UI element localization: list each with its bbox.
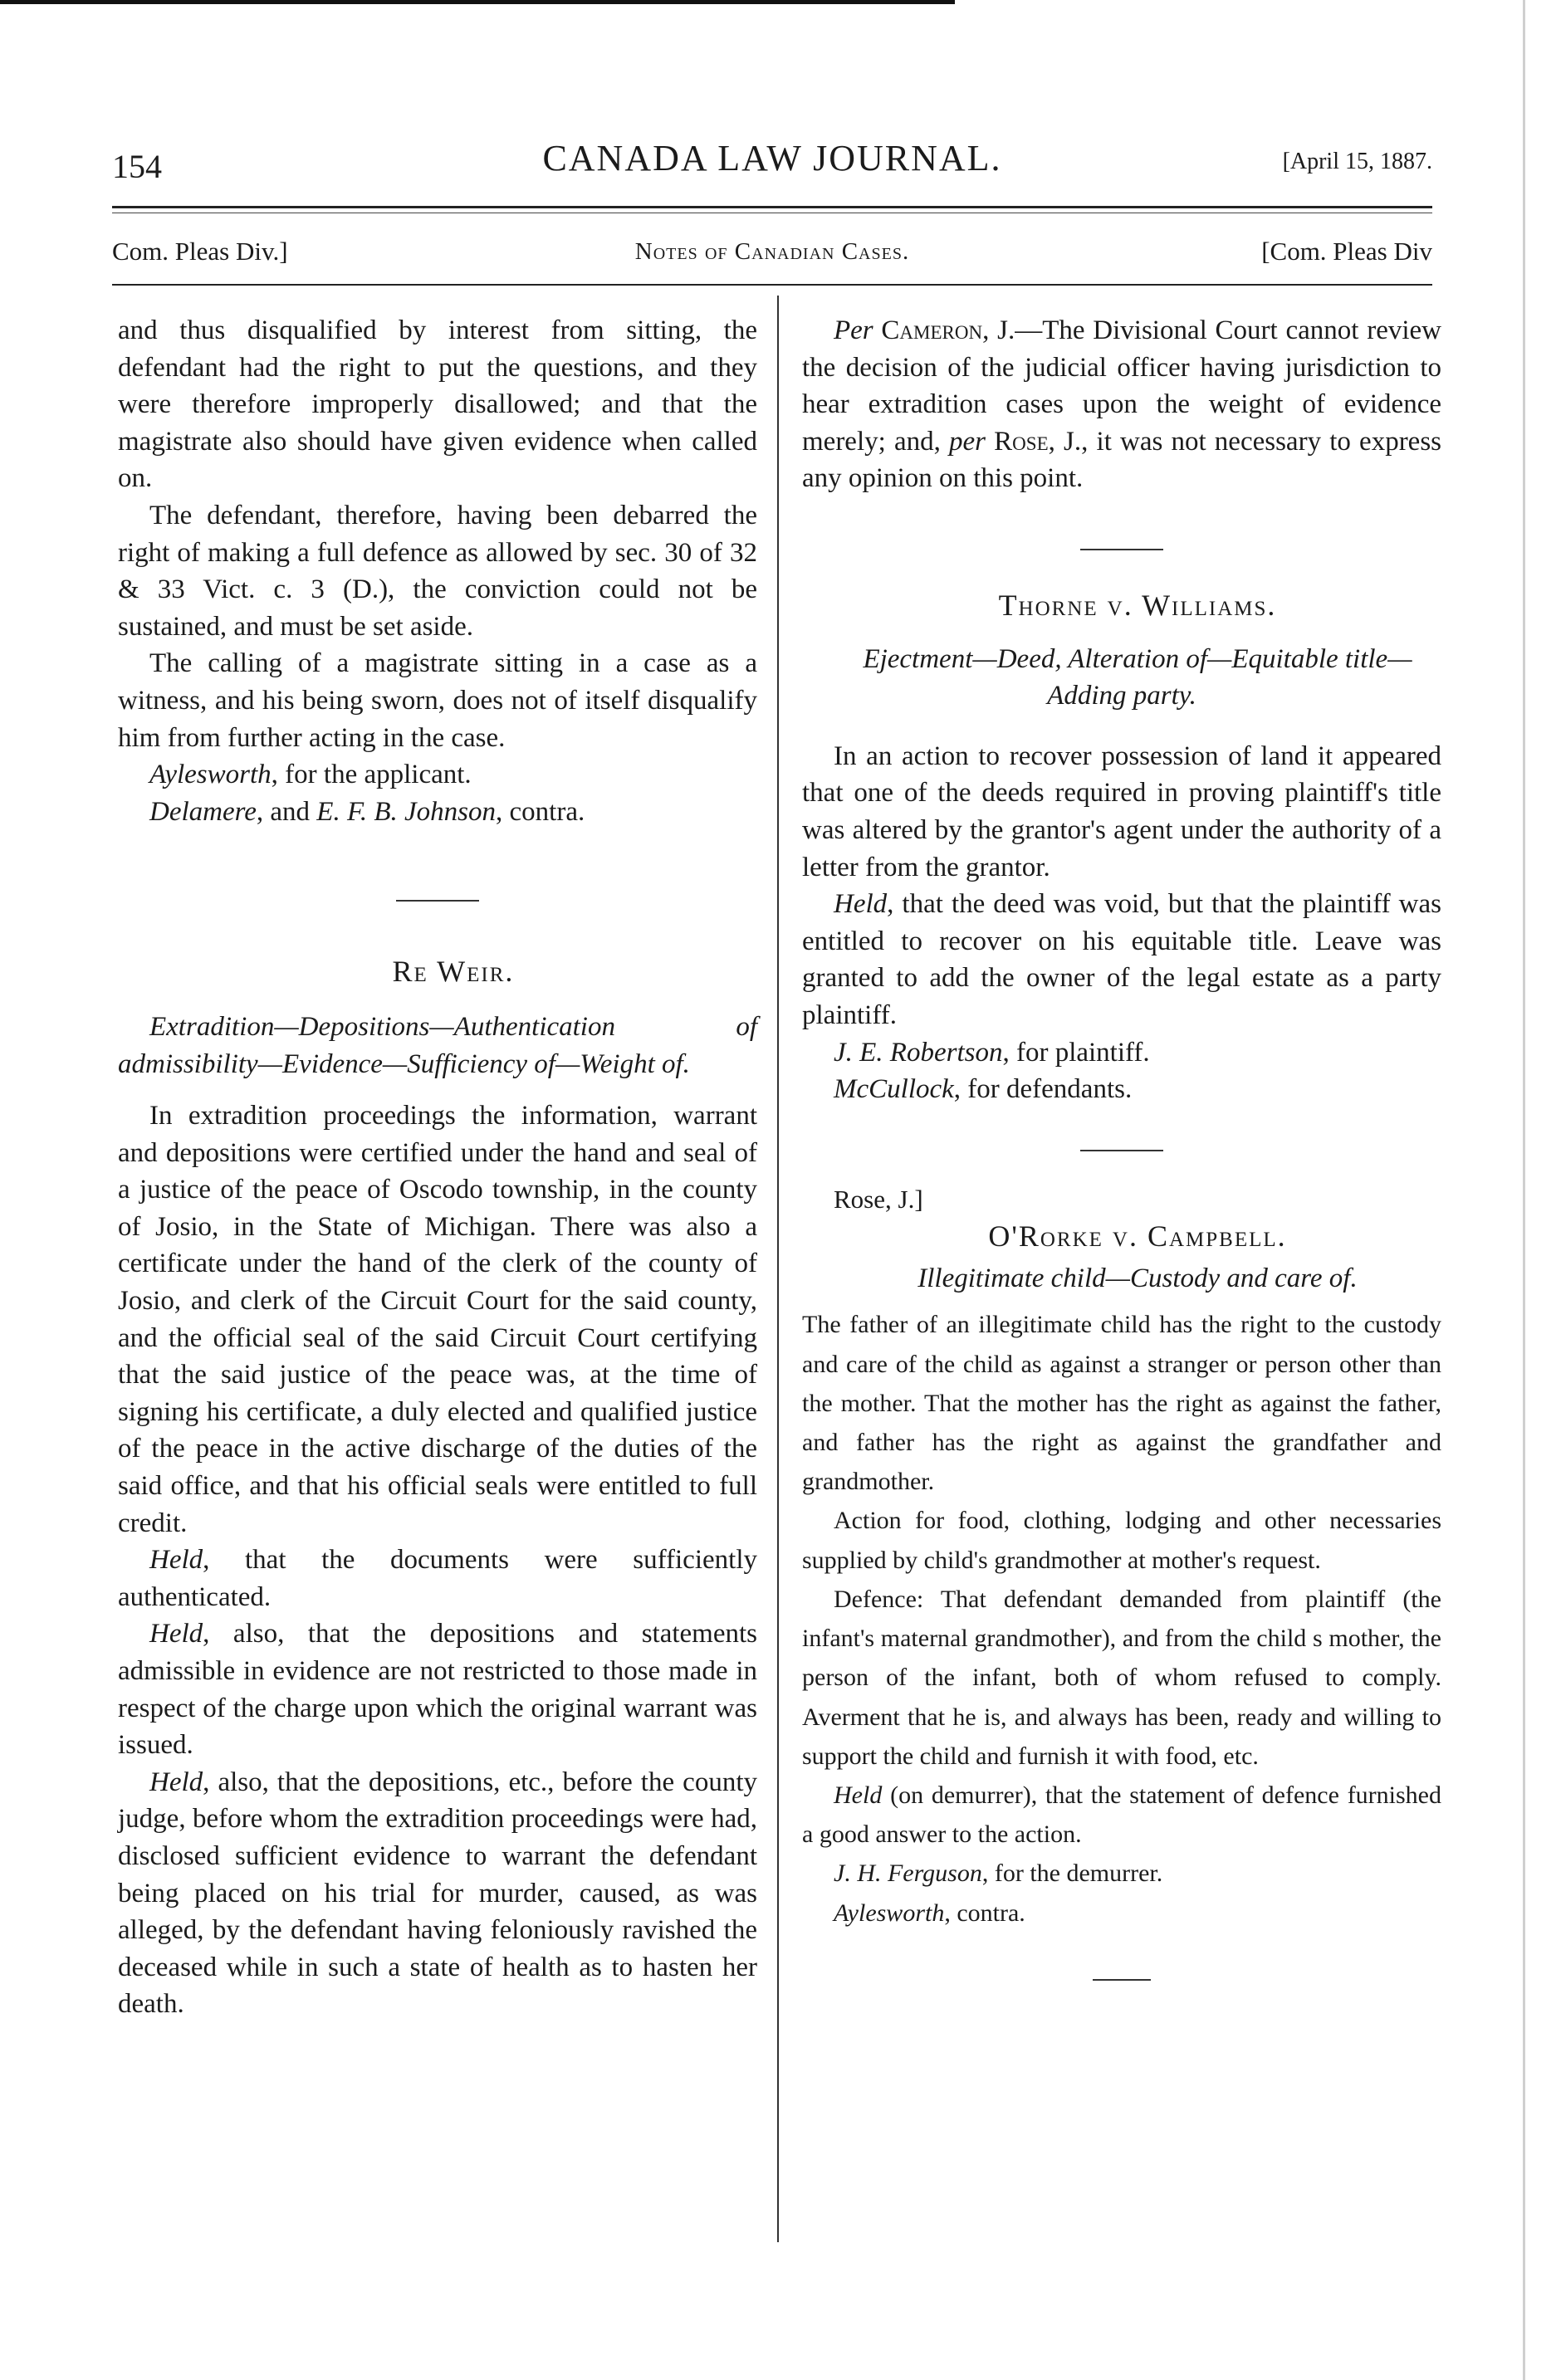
case-body-small bbox=[802, 1305, 1441, 1932]
counsel-line: Aylesworth, for the applicant. bbox=[149, 760, 472, 790]
paragraph: Action for food, clothing, lodging and other necessaries supplied by child's grandmother at mother's request. bbox=[802, 1507, 1441, 1574]
running-head-left: Com. Pleas Div.] bbox=[112, 237, 288, 266]
end-separator bbox=[1093, 1979, 1151, 1981]
case-title: Thorne v. Williams. bbox=[998, 588, 1277, 622]
header-rule bbox=[112, 206, 1432, 208]
paragraph: In extradition proceedings the information, warrant and depositions were certified under the hand and seal of a justice of the peace of Oscodo township, in the county of Josio, in the State of Michigan. There was also a certificate under the hand of the clerk of the county of Josio, and clerk of the Circuit Court for the said county, and the official seal of the said Circuit Court certifying that the said justice of the peace was, at the time of signing his certificate, a duly elected and qualified justice of the peace in the active discharge of the duties of the said office, and that his official seals were entitled to full credit. bbox=[118, 1101, 757, 1538]
counsel-name: J. E. Robertson bbox=[834, 1037, 1003, 1068]
running-head-center: Notes of Canadian Cases. bbox=[634, 238, 910, 265]
paragraph: The defendant, therefore, having been debarred the right of making a full defence as allowed by sec. 30 of 32 & 33 Vict. c. 3 (D.), the conviction could not be sustained, and must be set aside. bbox=[118, 500, 757, 642]
running-head-rule bbox=[112, 284, 1432, 286]
counsel-line: J. E. Robertson, for plaintiff. bbox=[834, 1037, 1150, 1068]
held-word: Held bbox=[149, 1545, 203, 1576]
running-head bbox=[112, 237, 1432, 270]
counsel-line: McCullock, for defendants. bbox=[834, 1074, 1133, 1105]
right-column bbox=[802, 312, 1441, 1981]
paragraph: Defence: That defendant demanded from plaintiff (the infant's maternal grandmother), and from the child s mother, the person of the infant, both of whom refused to comply. Averment that he is, and always has been, ready and willing to support the child and furnish it with food, etc. bbox=[802, 1585, 1441, 1770]
judge-name: Cameron, J. bbox=[881, 315, 1015, 345]
paragraph: and thus disqualified by interest from sitting, the defendant had the right to put the questions, and they were therefore improperly disallowed; and that the magistrate also should have given evidence when called on. bbox=[118, 315, 757, 494]
counsel-name: Delamere bbox=[149, 796, 257, 827]
held-word: Held bbox=[834, 889, 888, 920]
counsel-name: E. F. B. Johnson bbox=[316, 796, 497, 827]
counsel-name: Aylesworth bbox=[834, 1899, 945, 1927]
left-column bbox=[118, 312, 757, 2023]
paragraph: Held, also, that the depositions and statements admissible in evidence are not restricted to those made in respect of the charge upon which the original warrant was issued. bbox=[118, 1619, 757, 1761]
page-number: 154 bbox=[112, 148, 162, 185]
paragraph: In an action to recover possession of land it appeared that one of the deeds required in proving plaintiff's title was altered by the grantor's agent under the authority of a letter from the grantor. bbox=[802, 740, 1441, 882]
counsel-name: McCullock bbox=[834, 1074, 954, 1105]
paragraph: The calling of a magistrate sitting in a case as a witness, and his being sworn, does not of itself disqualify him from further acting in the case. bbox=[118, 648, 757, 753]
paragraph: Held, also, that the depositions, etc., before the county judge, before whom the extradition proceedings were had, disclosed sufficient evidence to warrant the defendant being placed on his trial for murder, caused, as was alleged, by the defendant having feloniously ravished the deceased while in such a state of health as to hasten her death. bbox=[118, 1767, 757, 2020]
judge-label: Rose, J.] bbox=[834, 1184, 923, 1214]
journal-title: CANADA LAW JOURNAL. bbox=[542, 138, 1002, 178]
per-word: Per bbox=[834, 315, 873, 345]
counsel-line: Aylesworth, contra. bbox=[834, 1899, 1025, 1927]
judge-name: Rose, J. bbox=[994, 426, 1082, 457]
case-headnote: Extradition—Depositions—Authentication of admissibility—Evidence—Sufficiency of—Weight of. bbox=[118, 1011, 757, 1079]
paragraph: Held, that the documents were sufficiently authenticated. bbox=[118, 1545, 757, 1612]
case-headnote: Ejectment—Deed, Alteration of—Equitable title—Adding party. bbox=[863, 643, 1412, 711]
paragraph: Per Cameron, J.—The Divisional Court cannot review the decision of the judicial officer having jurisdiction to hear extradition cases upon the weight of evidence merely; and, per Rose, J., it was not necessary to express any opinion on this point. bbox=[802, 315, 1442, 494]
page-header bbox=[112, 137, 1432, 187]
column-divider bbox=[777, 296, 779, 2242]
issue-date: [April 15, 1887. bbox=[1282, 149, 1432, 174]
counsel-name: J. H. Ferguson bbox=[834, 1860, 982, 1888]
held-word: Held bbox=[149, 1619, 203, 1649]
page-edge-shadow bbox=[1523, 0, 1525, 2380]
counsel-line: J. H. Ferguson, for the demurrer. bbox=[834, 1860, 1163, 1888]
held-word: Held bbox=[149, 1767, 203, 1797]
counsel-line: Delamere, and E. F. B. Johnson, contra. bbox=[149, 796, 585, 827]
held-word: Held bbox=[834, 1781, 883, 1809]
top-edge-rule bbox=[0, 0, 955, 4]
paragraph: Held, that the deed was void, but that the plaintiff was entitled to recover on his equitable title. Leave was granted to add the owner of the legal estate as a party plaintiff. bbox=[802, 889, 1441, 1030]
per-word: per bbox=[949, 426, 986, 457]
paragraph: The father of an illegitimate child has the right to the custody and care of the child as against a stranger or person other than the mother. That the mother has the right as against the father, and father has the right as against the grandfather and grandmother. bbox=[802, 1311, 1441, 1496]
case-title: O'Rorke v. Campbell. bbox=[988, 1219, 1287, 1254]
counsel-name: Aylesworth bbox=[149, 760, 272, 790]
case-title: Re Weir. bbox=[392, 955, 515, 989]
case-headnote: Illegitimate child—Custody and care of. bbox=[917, 1263, 1358, 1293]
paragraph: Held (on demurrer), that the statement of defence furnished a good answer to the action. bbox=[802, 1781, 1441, 1849]
running-head-right: [Com. Pleas Div bbox=[1261, 237, 1432, 266]
